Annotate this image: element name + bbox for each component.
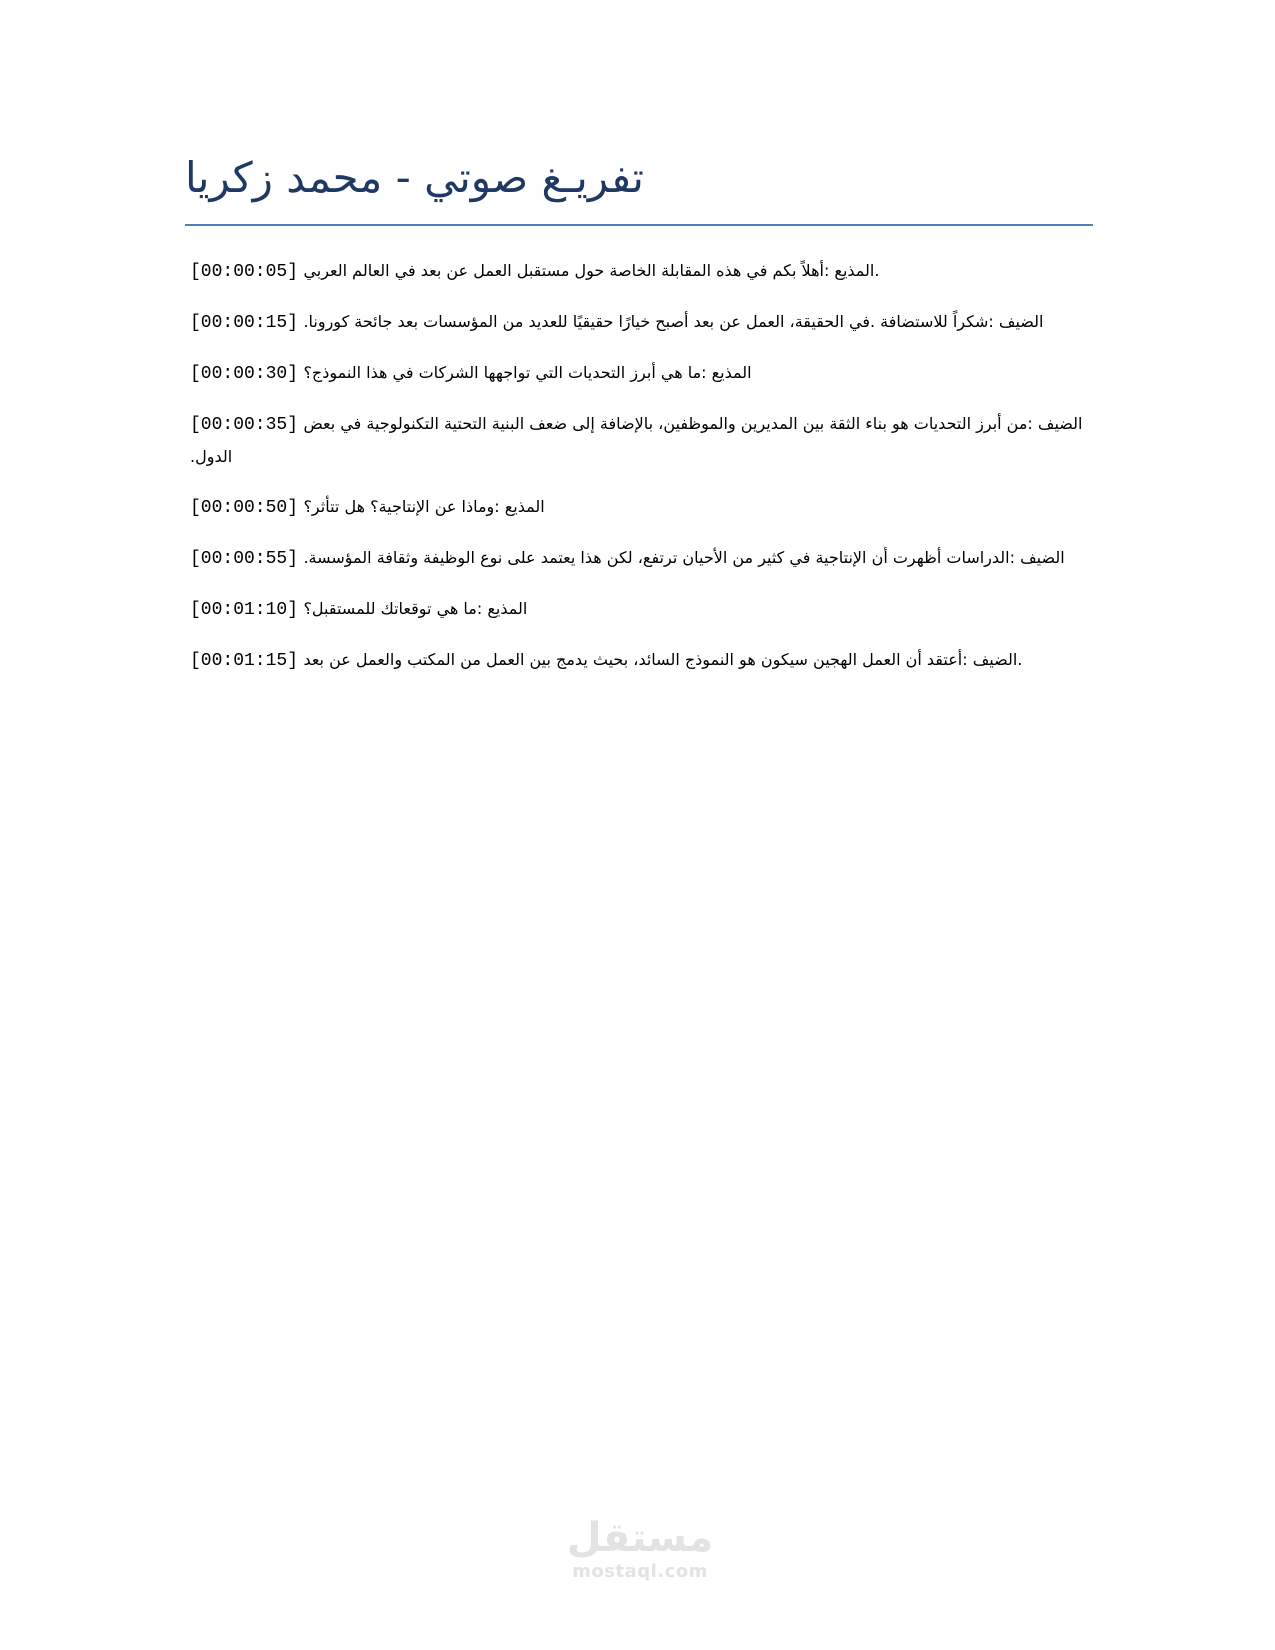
timestamp: [00:00:05]	[190, 262, 299, 282]
speech-text: الضيف :الدراسات أظهرت أن الإنتاجية في كثير من الأحيان ترتفع، لكن هذا يعتمد على نوع الوظيفة وثقافة المؤسسة.	[303, 548, 1065, 567]
transcript-list	[190, 255, 1095, 695]
speech-text: الضيف :من أبرز التحديات هو بناء الثقة بين المديرين والموظفين، بالإضافة إلى ضعف البنية التحتية التكنولوجية في بعض الدول.	[190, 414, 1083, 466]
transcript-entry	[190, 644, 1095, 677]
timestamp: [00:00:15]	[190, 313, 299, 333]
speech-text: الضيف :شكراً للاستضافة .في الحقيقة، العمل عن بعد أصبح خيارًا حقيقيًا للعديد من المؤسسات بعد جائحة كورونا.	[303, 312, 1044, 331]
timestamp: [00:00:55]	[190, 549, 299, 569]
transcript-entry	[190, 306, 1095, 339]
title-block	[185, 150, 1093, 206]
transcript-entry	[190, 491, 1095, 524]
speech-text: المذيع :وماذا عن الإنتاجية؟ هل تتأثر؟	[303, 497, 545, 516]
title-underline	[185, 224, 1093, 226]
transcript-entry	[190, 408, 1095, 473]
transcript-entry	[190, 593, 1095, 626]
timestamp: [00:00:50]	[190, 498, 299, 518]
timestamp: [00:00:35]	[190, 415, 299, 435]
transcript-entry	[190, 357, 1095, 390]
watermark-domain: mostaql.com	[572, 1561, 708, 1582]
transcript-entry	[190, 255, 1095, 288]
timestamp: [00:01:10]	[190, 600, 299, 620]
timestamp: [00:00:30]	[190, 364, 299, 384]
speech-text: المذيع :ما هي توقعاتك للمستقبل؟	[303, 599, 528, 618]
timestamp: [00:01:15]	[190, 651, 299, 671]
document-title: تفريـغ صوتي - محمد زكريا	[185, 153, 644, 202]
speech-text: .المذيع :أهلاً بكم في هذه المقابلة الخاصة حول مستقبل العمل عن بعد في العالم العربي	[303, 261, 880, 280]
transcript-entry	[190, 542, 1095, 575]
watermark-logo: مستقل	[566, 1515, 714, 1561]
speech-text: .الضيف :أعتقد أن العمل الهجين سيكون هو النموذج السائد، بحيث يدمج بين العمل من المكتب والعمل عن بعد	[303, 650, 1023, 669]
mostaql-watermark	[540, 1515, 740, 1583]
speech-text: المذيع :ما هي أبرز التحديات التي تواجهها الشركات في هذا النموذج؟	[303, 363, 752, 382]
